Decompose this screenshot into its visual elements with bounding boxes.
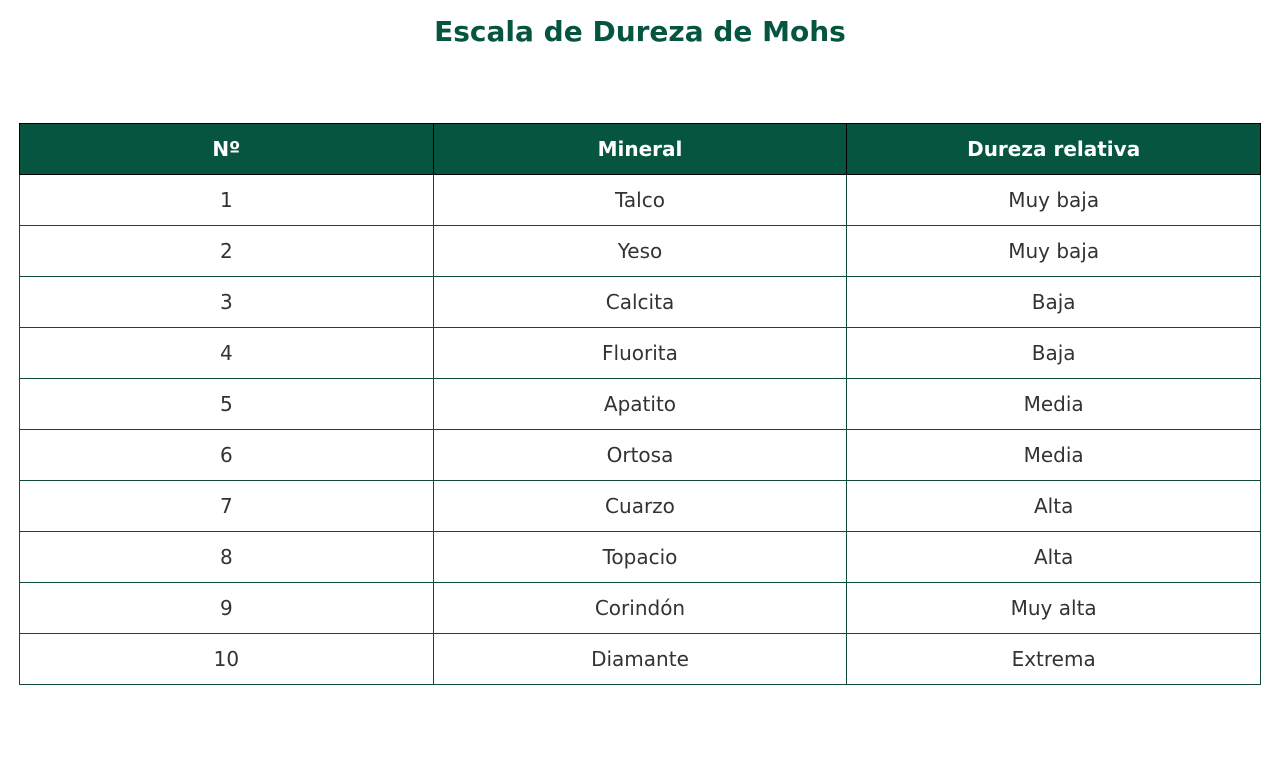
cell-hardness: Baja (847, 277, 1261, 328)
cell-mineral: Ortosa (433, 430, 847, 481)
table-row (20, 532, 1261, 583)
cell-hardness: Extrema (847, 634, 1261, 685)
table-row (20, 328, 1261, 379)
header-cell-mineral: Mineral (433, 124, 847, 175)
table-row (20, 175, 1261, 226)
table-row (20, 226, 1261, 277)
page-title: Escala de Dureza de Mohs (434, 15, 846, 48)
header-cell-number: Nº (20, 124, 434, 175)
cell-mineral: Calcita (433, 277, 847, 328)
mohs-table (19, 123, 1261, 685)
cell-mineral: Fluorita (433, 328, 847, 379)
cell-hardness: Muy alta (847, 583, 1261, 634)
table-row (20, 634, 1261, 685)
cell-hardness: Alta (847, 481, 1261, 532)
cell-mineral: Diamante (433, 634, 847, 685)
cell-hardness: Media (847, 430, 1261, 481)
cell-mineral: Talco (433, 175, 847, 226)
table-row (20, 583, 1261, 634)
cell-hardness: Media (847, 379, 1261, 430)
cell-number: 4 (20, 328, 434, 379)
header-cell-hardness: Dureza relativa (847, 124, 1261, 175)
cell-mineral: Topacio (433, 532, 847, 583)
cell-hardness: Baja (847, 328, 1261, 379)
cell-number: 6 (20, 430, 434, 481)
cell-number: 2 (20, 226, 434, 277)
cell-number: 3 (20, 277, 434, 328)
cell-number: 8 (20, 532, 434, 583)
table-row (20, 379, 1261, 430)
cell-number: 1 (20, 175, 434, 226)
table-row (20, 481, 1261, 532)
cell-hardness: Alta (847, 532, 1261, 583)
cell-number: 7 (20, 481, 434, 532)
table-header-row (20, 124, 1261, 175)
table-row (20, 430, 1261, 481)
table-row (20, 277, 1261, 328)
cell-mineral: Cuarzo (433, 481, 847, 532)
cell-mineral: Corindón (433, 583, 847, 634)
cell-hardness: Muy baja (847, 226, 1261, 277)
cell-number: 9 (20, 583, 434, 634)
cell-hardness: Muy baja (847, 175, 1261, 226)
cell-mineral: Apatito (433, 379, 847, 430)
cell-number: 5 (20, 379, 434, 430)
cell-mineral: Yeso (433, 226, 847, 277)
cell-number: 10 (20, 634, 434, 685)
